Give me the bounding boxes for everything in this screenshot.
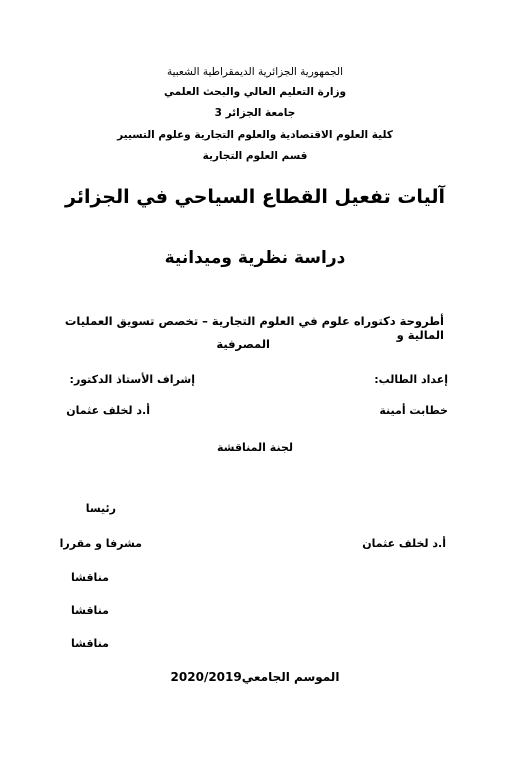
university-line: جامعة الجزائر 3 [214,107,296,119]
academic-year-label: الموسم الجامعي [241,670,340,684]
committee-role-5: مناقشا [71,637,109,650]
student-label: إعداد الطالب: [374,373,448,386]
committee-role-2: مشرفا و مقررا [59,537,142,550]
academic-year [0,670,510,684]
thesis-description-line-1: أطروحة دكتوراه علوم في العلوم التجارية – تخصص تسويق العمليات المالية و [64,314,444,342]
department-line: قسم العلوم التجارية [202,150,308,162]
committee-role-4: مناقشا [71,604,109,617]
academic-year-value: 2020/2019 [170,670,242,684]
supervisor-label: إشراف الأستاذ الدكتور: [69,373,195,386]
committee-member-name: أ.د لخلف عثمان [362,537,446,550]
ministry-line: وزارة التعليم العالي والبحث العلمي [163,86,347,98]
thesis-title: آليات تفعيل القطاع السياحي في الجزائر [65,186,445,208]
republic-line: الجمهورية الجزائرية الديمقراطية الشعبية [166,66,344,78]
student-name: خطابت أمينة [379,404,448,417]
committee-heading: لجنة المناقشة [216,441,293,454]
thesis-description-line-2: المصرفية [216,337,270,351]
thesis-subtitle: دراسة نظرية وميدانية [164,248,346,268]
faculty-line: كلية العلوم الاقتصادية والعلوم التجارية وعلوم التسيير [117,129,393,141]
committee-role-3: مناقشا [71,571,109,584]
committee-role-1: رئيسا [85,502,116,515]
supervisor-name: أ.د لخلف عثمان [66,404,150,417]
